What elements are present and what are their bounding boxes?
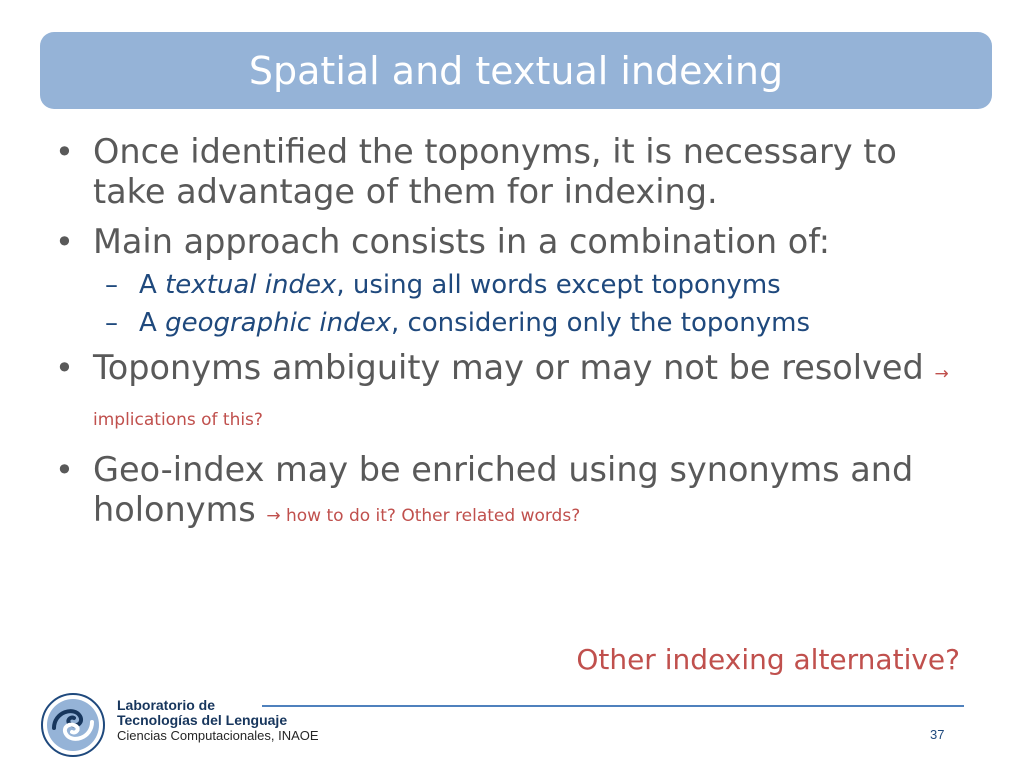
bullet-symbol: •: [55, 451, 74, 489]
bullet-item: [55, 450, 965, 536]
title-bar: [40, 32, 992, 109]
subbullet-emphasis: geographic index: [165, 308, 391, 338]
bullet-note: → implications of this?: [93, 364, 949, 430]
subbullet-prefix: A: [139, 308, 166, 338]
organization-name: [117, 698, 319, 743]
org-line-3: Ciencias Computacionales, INAOE: [117, 728, 319, 743]
subbullet-prefix: A: [139, 270, 166, 300]
bullet-text: Geo-index may be enriched using synonyms and holonyms: [93, 450, 914, 529]
subbullet-item: [55, 306, 965, 340]
slide-title: Spatial and textual indexing: [248, 48, 784, 93]
footer-divider: [262, 705, 964, 707]
subbullet-rest: , using all words except toponyms: [336, 270, 781, 300]
dash-symbol: –: [105, 270, 118, 300]
org-line-1: Laboratorio de: [117, 697, 216, 713]
bullet-item: [55, 348, 965, 440]
org-line-2: Tecnologías del Lenguaje: [117, 712, 288, 728]
page-number: 37: [930, 727, 945, 742]
bullet-text: Toponyms ambiguity may or may not be resolved: [93, 348, 924, 387]
inaoe-swirl-logo-icon: [40, 692, 106, 758]
bullet-item: [55, 222, 965, 262]
dash-symbol: –: [105, 308, 118, 338]
bullet-item: [55, 132, 965, 212]
slide-body: [55, 132, 965, 546]
subbullet-emphasis: textual index: [165, 270, 337, 300]
bullet-note: → how to do it? Other related words?: [266, 506, 581, 526]
bottom-question: Other indexing alternative?: [576, 643, 960, 676]
bullet-symbol: •: [55, 349, 74, 387]
bullet-text: Main approach consists in a combination of:: [93, 222, 831, 261]
subbullet-rest: , considering only the toponyms: [390, 308, 811, 338]
bullet-symbol: •: [55, 223, 74, 261]
bullet-symbol: •: [55, 133, 74, 171]
bullet-text: Once identified the toponyms, it is necessary to take advantage of them for indexing.: [93, 132, 897, 211]
subbullet-item: [55, 268, 965, 302]
